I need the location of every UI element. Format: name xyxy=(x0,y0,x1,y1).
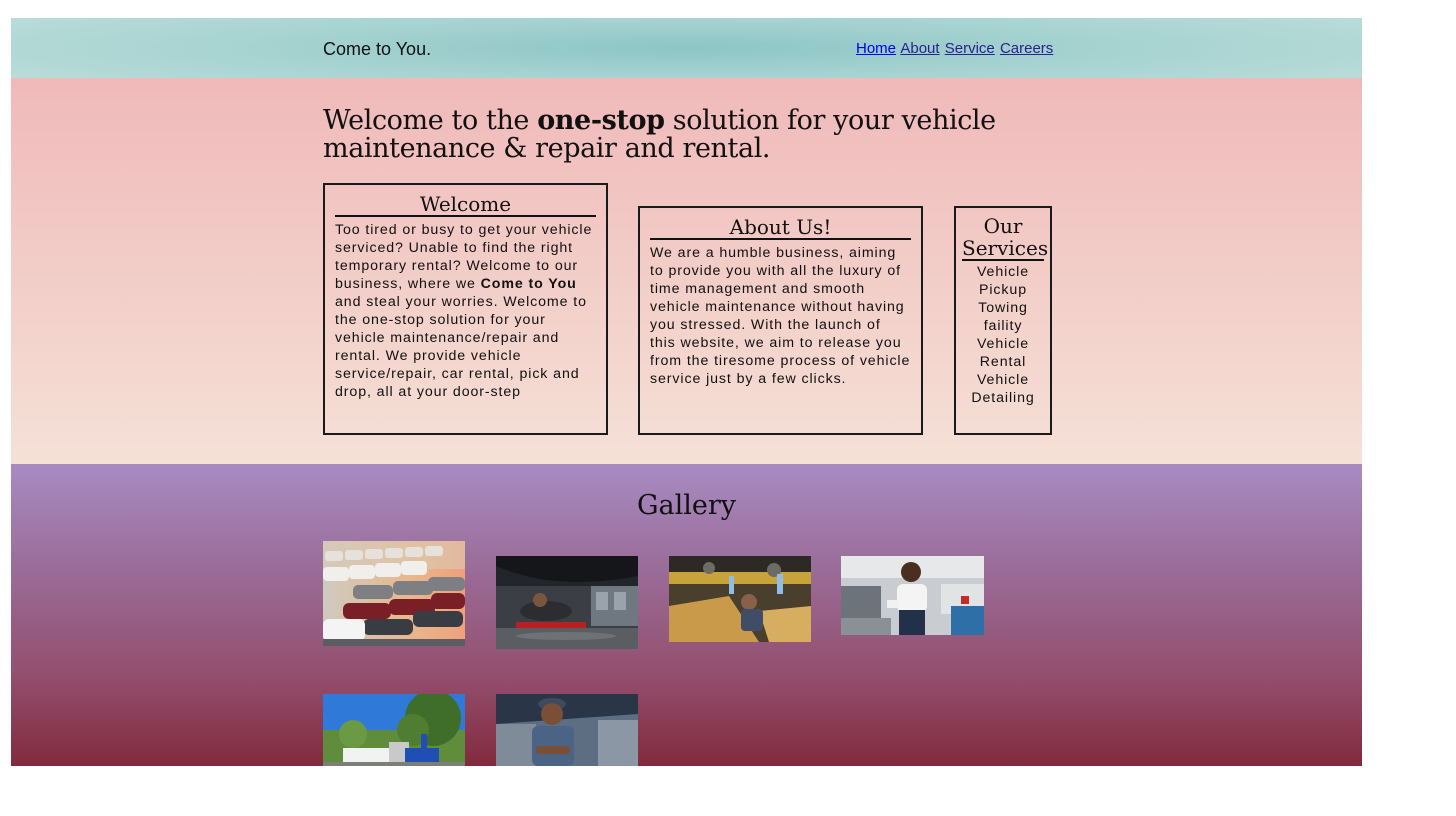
service-item-vehicle-pickup: Vehicle Pickup xyxy=(976,264,1030,298)
services-card-title: Services xyxy=(962,236,1049,260)
services-list xyxy=(962,263,1044,407)
nav-link-service[interactable]: Service xyxy=(944,40,995,57)
welcome-text-end: and steal your worries. Welcome to the one-stop solution for your vehicle maintenance/repair and rental. We provide vehicle service/repair, car rental, pick and drop, all at your door-step xyxy=(335,294,587,400)
nav-link-about[interactable]: About xyxy=(900,40,940,57)
about-card-title: About Us! xyxy=(650,216,911,240)
page-viewport xyxy=(11,18,1362,766)
hero-heading-emphasis: one-stop xyxy=(537,105,665,136)
site-header xyxy=(11,18,1362,78)
service-item-towing: Towing faility xyxy=(978,300,1028,334)
service-item-vehicle-rental: Vehicle Rental xyxy=(976,336,1030,370)
hero-heading-end: solution for your vehicle maintenance & repair and rental. xyxy=(323,105,996,164)
welcome-card-text xyxy=(335,221,596,401)
gallery-photo-mechanic-underside[interactable] xyxy=(669,556,811,642)
welcome-text-start: Too tired or busy to get your vehicle serviced? Unable to find the right temporary rental? Welcome to our business, where we xyxy=(335,222,593,292)
gallery-photo-woman-mechanic[interactable] xyxy=(841,556,984,635)
about-card xyxy=(638,206,923,435)
gallery-photo-parked-cars[interactable] xyxy=(323,541,465,646)
gallery-section xyxy=(11,464,1362,766)
hero-section xyxy=(11,78,1362,464)
services-card-title-line1: Our xyxy=(983,214,1023,238)
nav-link-home[interactable]: Home xyxy=(856,40,897,57)
site-title: Come to You. xyxy=(323,39,432,59)
welcome-text-emphasis: Come to You xyxy=(480,276,577,292)
top-nav xyxy=(856,40,1054,57)
gallery-title: Gallery xyxy=(636,490,737,521)
gallery-photo-tow-truck[interactable] xyxy=(323,694,465,766)
service-item-vehicle-detailing: Vehicle Detailing xyxy=(971,372,1035,406)
gallery-photo-smiling-mechanic[interactable] xyxy=(496,694,638,766)
welcome-card-title: Welcome xyxy=(335,193,596,217)
welcome-card xyxy=(323,183,608,435)
about-card-text: We are a humble business, aiming to provide you with all the luxury of time management and smooth vehicle maintenance without having you stressed. With the launch of this website, we aim to release you from the tiresome process of vehicle service just by a few clicks. xyxy=(650,245,911,387)
hero-heading-start: Welcome to the xyxy=(323,105,538,136)
gallery-photo-mechanic-under-car[interactable] xyxy=(496,556,638,649)
services-card xyxy=(954,206,1052,435)
nav-link-careers[interactable]: Careers xyxy=(999,40,1054,57)
hero-heading xyxy=(323,107,1023,163)
